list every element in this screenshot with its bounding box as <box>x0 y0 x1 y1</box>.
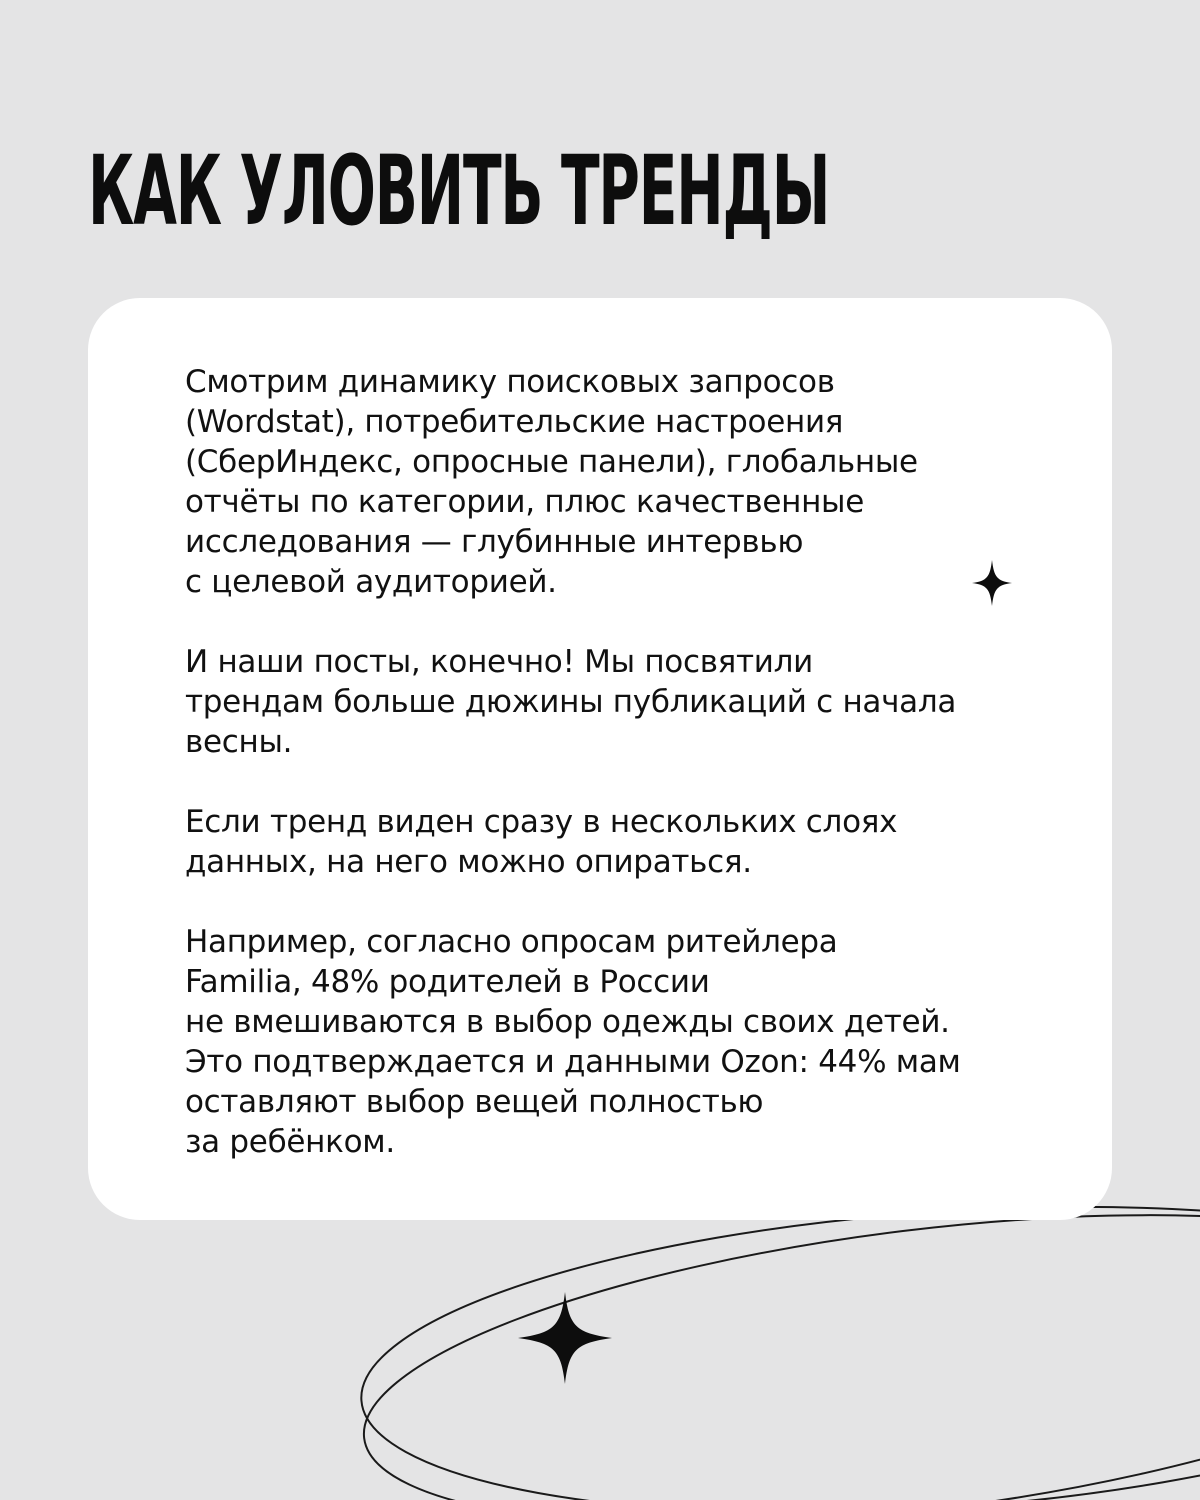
text-line: не вмешиваются в выбор одежды своих детей. <box>185 1004 950 1040</box>
text-line: (СберИндекс, опросные панели), глобальные <box>185 444 918 480</box>
text-line: Например, согласно опросам ритейлера <box>185 924 838 960</box>
paragraph-posts <box>185 642 1045 762</box>
paragraph-example <box>185 922 1045 1162</box>
paragraph-layers <box>185 802 1045 882</box>
content-card <box>88 298 1112 1220</box>
text-line: Это подтверждается и данными Ozon: 44% мам <box>185 1044 961 1080</box>
text-line: отчёты по категории, плюс качественные <box>185 484 864 520</box>
text-line: данных, на него можно опираться. <box>185 844 752 880</box>
text-line: Familia, 48% родителей в России <box>185 964 710 1000</box>
text-line: Если тренд виден сразу в нескольких слоях <box>185 804 898 840</box>
text-line: трендам больше дюжины публикаций с начала <box>185 684 957 720</box>
sparkle-large-icon <box>518 1292 612 1384</box>
page-title: КАК УЛОВИТЬ ТРЕНДЫ <box>88 135 830 247</box>
sparkle-icon <box>972 560 1012 606</box>
text-line: за ребёнком. <box>185 1124 395 1160</box>
text-line: оставляют выбор вещей полностью <box>185 1084 764 1120</box>
card-body <box>185 362 1045 1202</box>
paragraph-sources <box>185 362 1045 602</box>
text-line: И наши посты, конечно! Мы посвятили <box>185 644 813 680</box>
text-line: весны. <box>185 724 293 760</box>
text-line: (Wordstat), потребительские настроения <box>185 404 844 440</box>
text-line: с целевой аудиторией. <box>185 564 557 600</box>
text-line: исследования — глубинные интервью <box>185 524 804 560</box>
text-line: Смотрим динамику поисковых запросов <box>185 364 835 400</box>
